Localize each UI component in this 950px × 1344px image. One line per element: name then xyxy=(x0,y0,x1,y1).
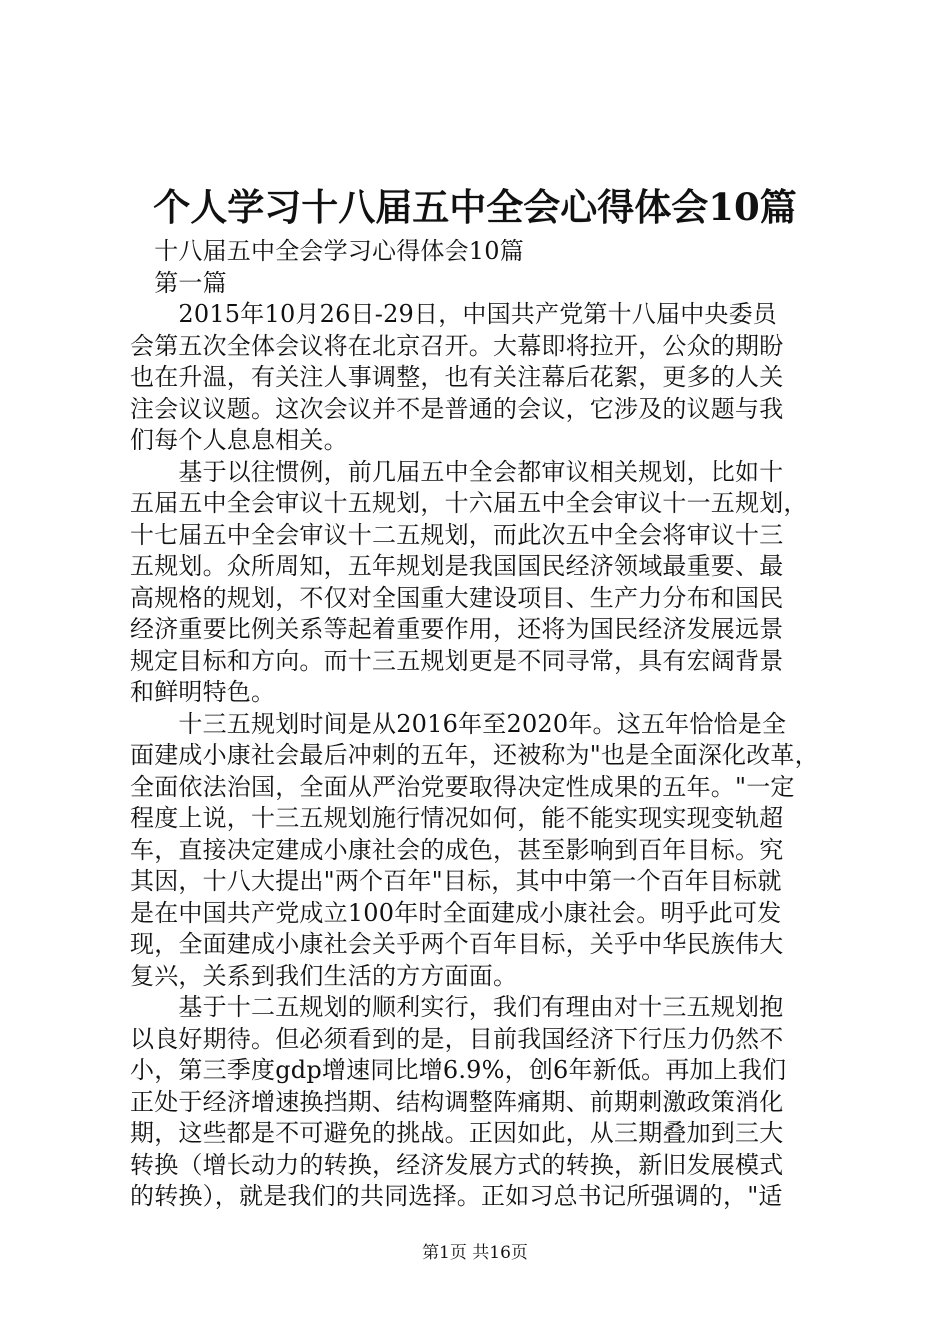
text-line: 车，直接决定建成小康社会的成色，甚至影响到百年目标。究 xyxy=(130,835,784,864)
text-line: 经济重要比例关系等起着重要作用，还将为国民经济发展远景 xyxy=(130,615,784,643)
text-line: 复兴，关系到我们生活的方方面面。 xyxy=(130,961,518,990)
document-title: 个人学习十八届五中全会心得体会10篇 xyxy=(153,185,797,229)
text-line: 正处于经济增速换挡期、结构调整阵痛期、前期刺激政策消化 xyxy=(130,1087,784,1116)
text-line: 基于十二五规划的顺利实行，我们有理由对十三五规划抱 xyxy=(130,993,784,1021)
text-line: 们每个人息息相关。 xyxy=(130,426,348,454)
text-line: 面建成小康社会最后冲刺的五年，还被称为"也是全面深化改革， xyxy=(130,741,819,769)
text-line: 十七届五中全会审议十二五规划，而此次五中全会将审议十三 xyxy=(130,520,784,549)
text-line: 基于以往惯例，前几届五中全会都审议相关规划，比如十 xyxy=(130,457,784,486)
text-line: 规定目标和方向。而十三五规划更是不同寻常，具有宏阔背景 xyxy=(130,646,784,675)
text-line: 期，这些都是不可避免的挑战。正因如此，从三期叠加到三大 xyxy=(130,1119,784,1147)
text-line: 五届五中全会审议十五规划，十六届五中全会审议十一五规划， xyxy=(130,489,808,517)
document-body xyxy=(130,236,830,1213)
text-line: 会第五次全体会议将在北京召开。大幕即将拉开，公众的期盼 xyxy=(130,331,784,360)
page-footer: 第1页 共16页 xyxy=(422,1243,528,1263)
text-line: 以良好期待。但必须看到的是，目前我国经济下行压力仍然不 xyxy=(130,1024,784,1053)
text-line: 也在升温，有关注人事调整，也有关注幕后花絮，更多的人关 xyxy=(130,363,784,391)
text-line: 是在中国共产党成立100年时全面建成小康社会。明乎此可发 xyxy=(130,898,782,927)
text-line: 五规划。众所周知，五年规划是我国国民经济领域最重要、最 xyxy=(130,552,784,580)
text-line: 的转换），就是我们的共同选择。正如习总书记所强调的，"适 xyxy=(130,1182,783,1210)
text-line: 全面依法治国，全面从严治党要取得决定性成果的五年。"一定 xyxy=(130,772,795,801)
text-line: 高规格的规划，不仅对全国重大建设项目、生产力分布和国民 xyxy=(130,583,784,612)
text-line: 注会议议题。这次会议并不是普通的会议，它涉及的议题与我 xyxy=(130,394,784,423)
text-line: 十八届五中全会学习心得体会10篇 xyxy=(130,237,524,265)
text-line: 第一篇 xyxy=(130,268,227,297)
text-line: 和鲜明特色。 xyxy=(130,678,276,706)
text-line: 小，第三季度gdp增速同比增6.9%，创6年新低。再加上我们 xyxy=(130,1056,787,1084)
text-line: 其因，十八大提出"两个百年"目标，其中中第一个百年目标就 xyxy=(130,867,782,895)
text-line: 十三五规划时间是从2016年至2020年。这五年恰恰是全 xyxy=(130,709,787,738)
text-line: 2015年10月26日-29日，中国共产党第十八届中央委员 xyxy=(130,300,778,328)
text-line: 转换（增长动力的转换，经济发展方式的转换，新旧发展模式 xyxy=(130,1150,784,1179)
text-line: 程度上说，十三五规划施行情况如何，能不能实现实现变轨超 xyxy=(130,804,784,832)
text-line: 现，全面建成小康社会关乎两个百年目标，关乎中华民族伟大 xyxy=(130,930,784,958)
